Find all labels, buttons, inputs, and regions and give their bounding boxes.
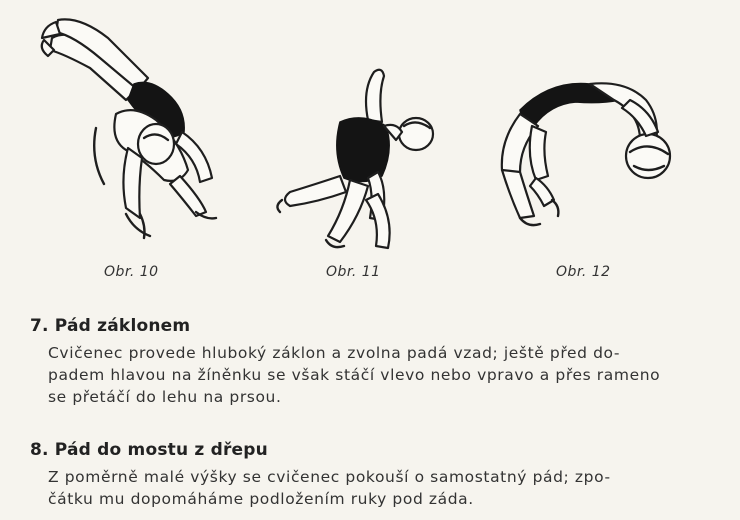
figure-10-caption: Obr. 10 (104, 264, 159, 280)
section-7 (30, 316, 720, 408)
section-8-heading: 8. Pád do mostu z dřepu (30, 440, 268, 460)
figure-11-caption: Obr. 11 (326, 264, 381, 280)
paragraph-line: čátku mu dopomáháme podložením ruky pod záda. (48, 490, 474, 508)
figure-11-illustration (270, 60, 460, 255)
paragraph-line: se přetáčí do lehu na prsou. (48, 388, 282, 406)
figure-10-illustration (30, 8, 240, 258)
paragraph-line: Z poměrně malé výšky se cvičenec pokouší o samostatný pád; zpo- (48, 468, 611, 486)
figure-12-illustration (480, 70, 690, 240)
section-8 (30, 440, 720, 510)
section-7-heading: 7. Pád záklonem (30, 316, 191, 336)
section-7-paragraph (48, 342, 720, 408)
paragraph-line: Cvičenec provede hluboký záklon a zvolna padá vzad; ještě před do- (48, 344, 621, 362)
figure-12-caption: Obr. 12 (556, 264, 611, 280)
paragraph-line: padem hlavou na žíněnku se však stáčí vlevo nebo vpravo a přes rameno (48, 366, 661, 384)
section-8-paragraph (48, 466, 720, 510)
